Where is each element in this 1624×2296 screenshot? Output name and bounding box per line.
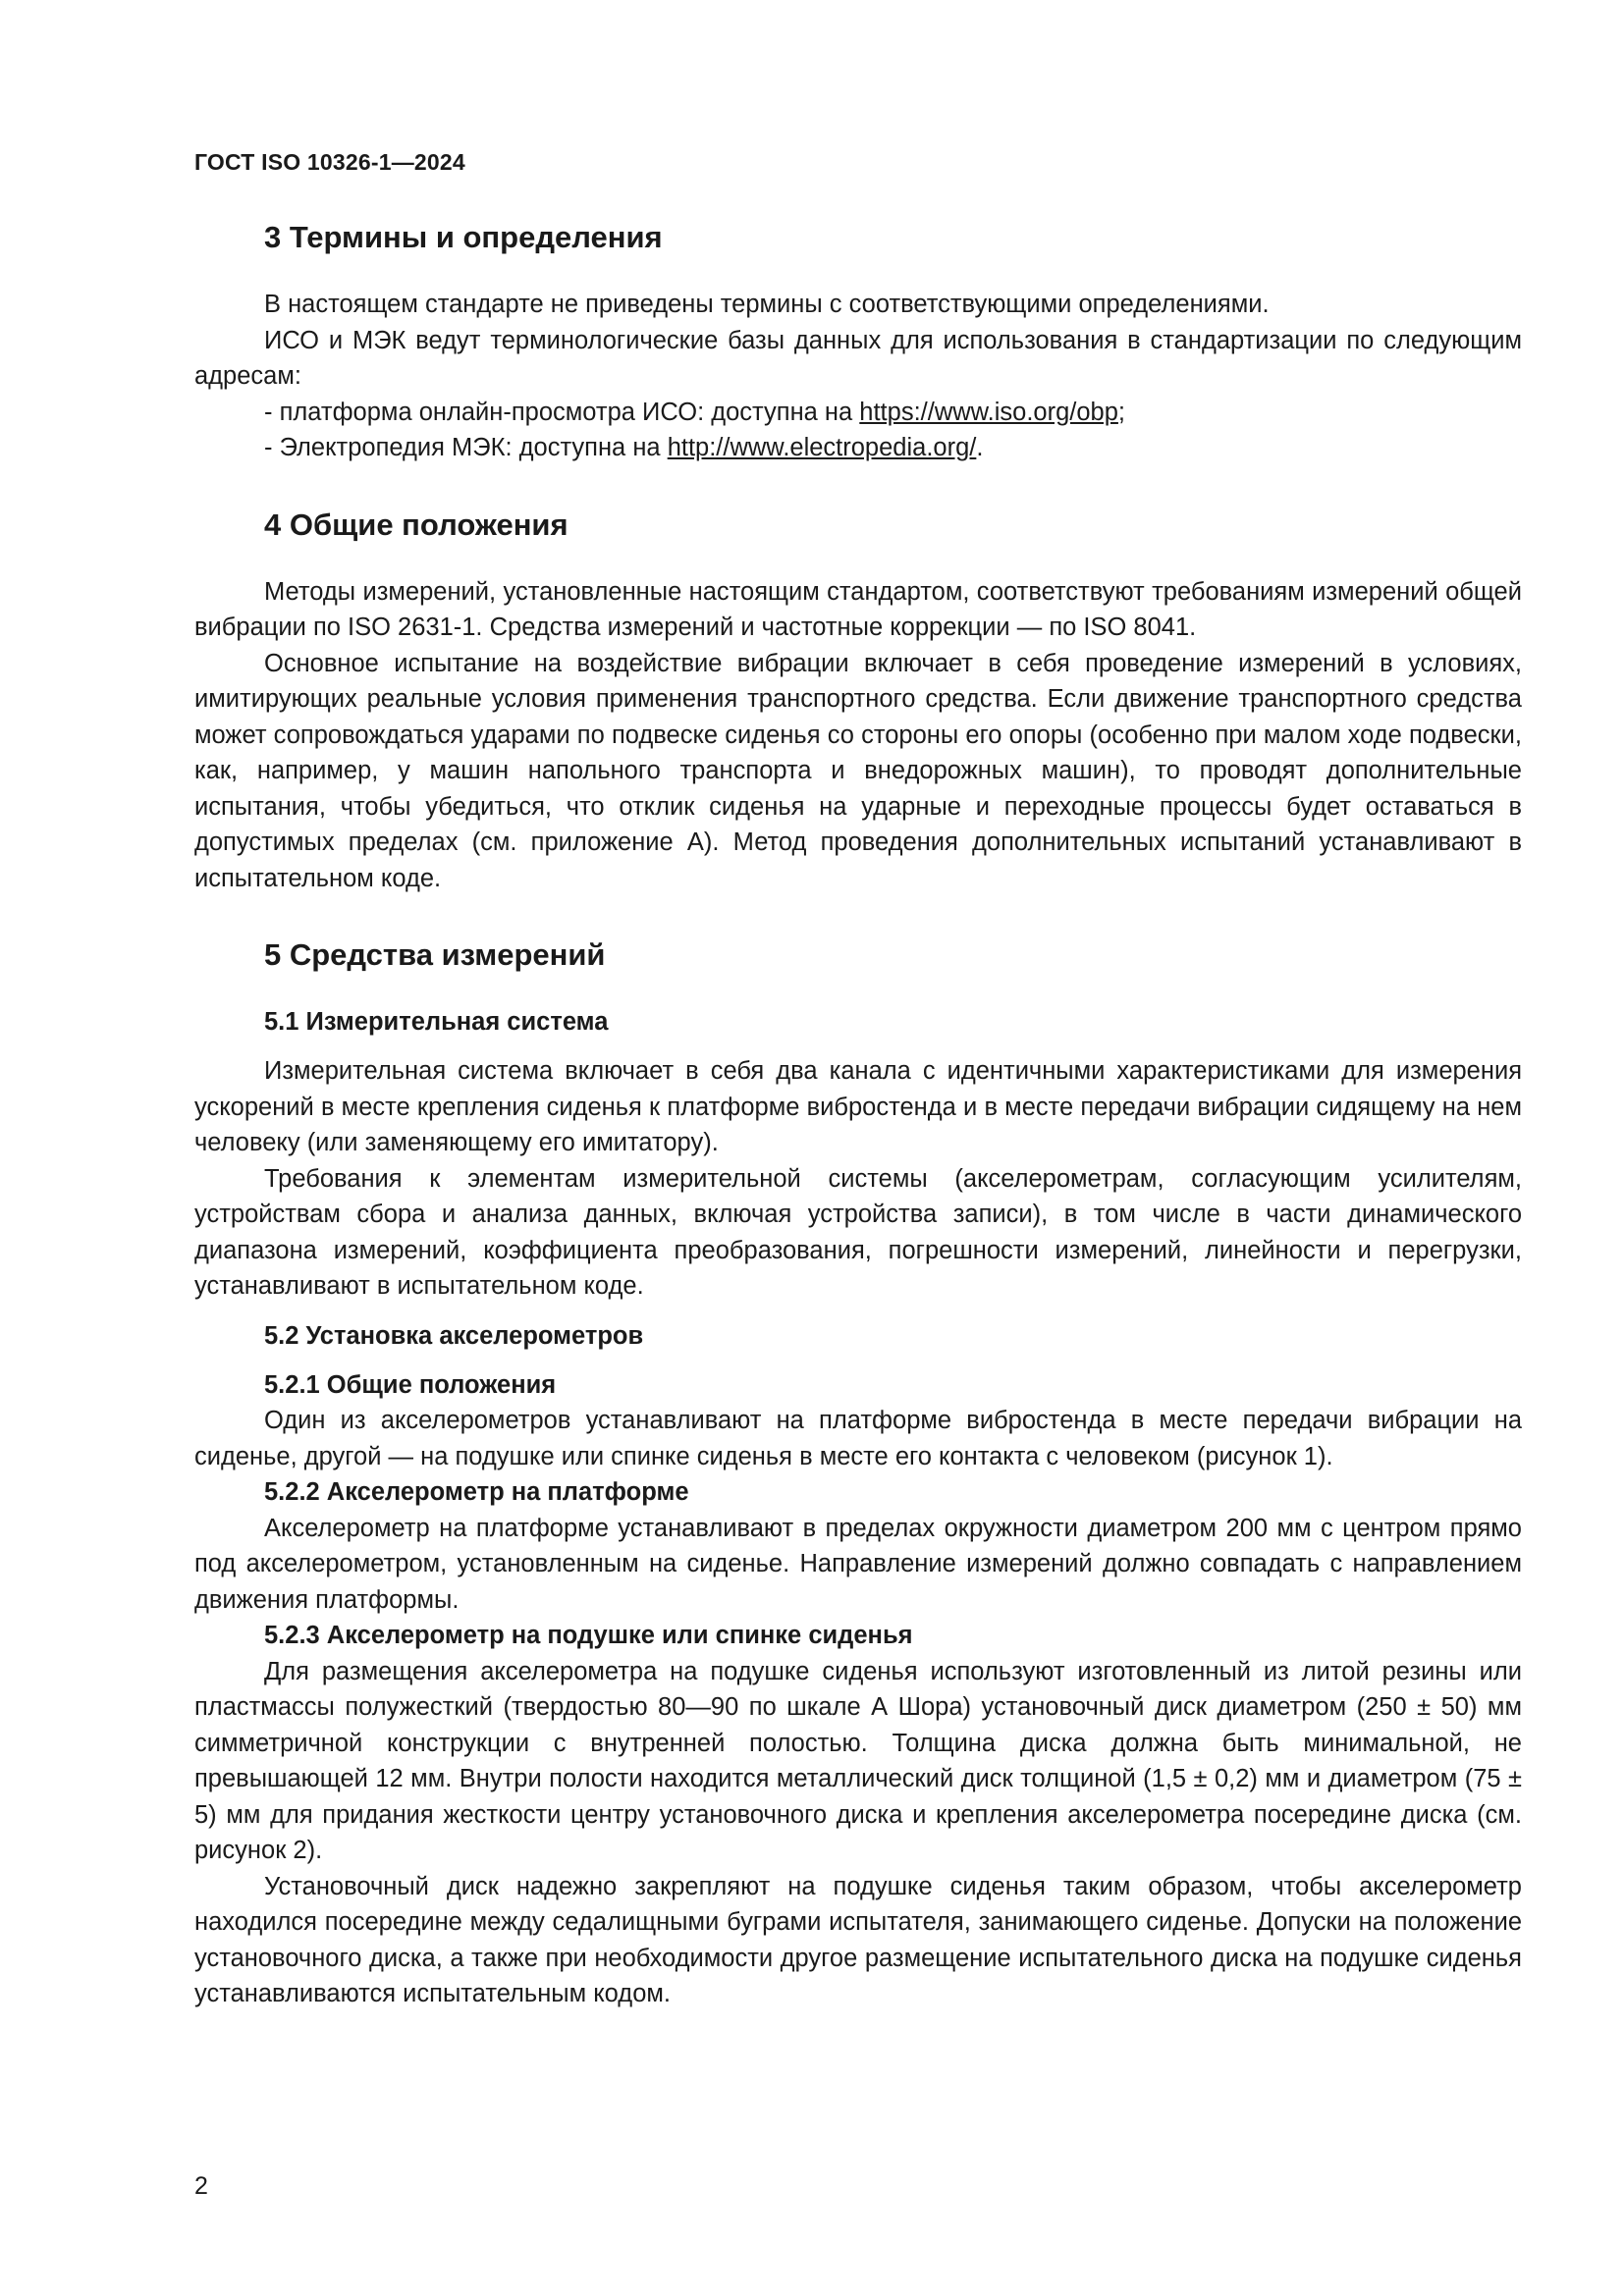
section-5-2-title: 5.2 Установка акселерометров: [264, 1321, 644, 1350]
section-5-2-2-title: 5.2.2 Акселерометр на платформе: [264, 1478, 689, 1506]
section-5-title: 5 Средства измерений: [264, 937, 606, 972]
section-5-1-paragraph-2: Требования к элементам измерительной системы (акселерометрам, согласующим усилителям, устройствам сбора и анализа данных, включая устройства записи), в том числе в части динамического диапазона измерений, коэффициента преобразования, погрешности измерений, линейности и перегрузки, устанавливают в испытательном коде.: [194, 1164, 1522, 1300]
section-5-2-1-title: 5.2.1 Общие положения: [264, 1370, 557, 1399]
list-item-iso-obp: - платформа онлайн-просмотра ИСО: доступна на https://www.iso.org/obp;: [264, 398, 1126, 426]
document-header: ГОСТ ISO 10326-1—2024: [194, 149, 465, 175]
page-number: 2: [194, 2172, 208, 2200]
section-5-2-3-paragraph-2: Установочный диск надежно закрепляют на подушке сиденья таким образом, чтобы акселерометр находился посередине между седалищными буграми испытателя, занимающего сиденье. Допуски на положение установочного диска, а также при необходимости другое размещение испытательного диска на подушке сиденья устанавливаются испытательным кодом.: [194, 1872, 1522, 2007]
section-3-title: 3 Термины и определения: [264, 220, 663, 254]
section-5-1-paragraph-1: Измерительная система включает в себя два канала с идентичными характеристиками для измерения ускорений в месте крепления сиденья к платформе вибростенда и в месте передачи вибрации сидящему на нем человеку (или заменяющему его имитатору).: [194, 1057, 1522, 1156]
iso-obp-link[interactable]: https://www.iso.org/obp: [859, 398, 1118, 426]
section-5-2-1-paragraph-1: Один из акселерометров устанавливают на платформе вибростенда в месте передачи вибрации на сиденье, другой — на подушке или спинке сиденья в месте его контакта с человеком (рисунок 1).: [194, 1407, 1522, 1470]
electropedia-link[interactable]: http://www.electropedia.org/: [667, 434, 977, 461]
list-item-electropedia: - Электропедия МЭК: доступна на http://www.electropedia.org/.: [264, 434, 984, 461]
section-4-paragraph-1: Методы измерений, установленные настоящим стандартом, соответствуют требованиям измерений общей вибрации по ISO 2631-1. Средства измерений и частотные коррекции — по ISO 8041.: [194, 577, 1522, 641]
section-3-paragraph-1: В настоящем стандарте не приведены термины с соответствующими определениями.: [264, 291, 1270, 318]
section-4-title: 4 Общие положения: [264, 507, 568, 542]
section-4-paragraph-2: Основное испытание на воздействие вибрации включает в себя проведение измерений в условиях, имитирующих реальные условия применения транспортного средства. Если движение транспортного средства может сопровождаться ударами по подвеске сиденья со стороны его опоры (особенно при малом ходе подвески, как, например, у машин напольного транспорта и внедорожных машин), то проводят дополнительные испытания, чтобы убедиться, что отклик сиденья на ударные и переходные процессы будет оставаться в допустимых пределах (см. приложение А). Метод проведения дополнительных испытаний устанавливают в испытательном коде.: [194, 649, 1522, 892]
section-5-2-2-paragraph-1: Акселерометр на платформе устанавливают в пределах окружности диаметром 200 мм с центром прямо под акселерометром, установленным на сиденье. Направление измерений должно совпадать с направлением движения платформы.: [194, 1514, 1522, 1614]
section-5-1-title: 5.1 Измерительная система: [264, 1008, 609, 1036]
section-5-2-3-paragraph-1: Для размещения акселерометра на подушке сиденья используют изготовленный из литой резины или пластмассы полужесткий (твердостью 80—90 по шкале А Шора) установочный диск диаметром (250 ± 50) мм симметричной конструкции с внутренней полостью. Толщина диска должна быть минимальной, не превышающей 12 мм. Внутри полости находится металлический диск толщиной (1,5 ± 0,2) мм и диаметром (75 ± 5) мм для придания жесткости центру установочного диска и крепления акселерометра посередине диска (см. рисунок 2).: [194, 1657, 1522, 1864]
section-3-paragraph-2: ИСО и МЭК ведут терминологические базы данных для использования в стандартизации по следующим адресам:: [194, 326, 1522, 390]
document-body: [194, 218, 1522, 2012]
section-5-2-3-title: 5.2.3 Акселерометр на подушке или спинке сиденья: [264, 1622, 913, 1649]
